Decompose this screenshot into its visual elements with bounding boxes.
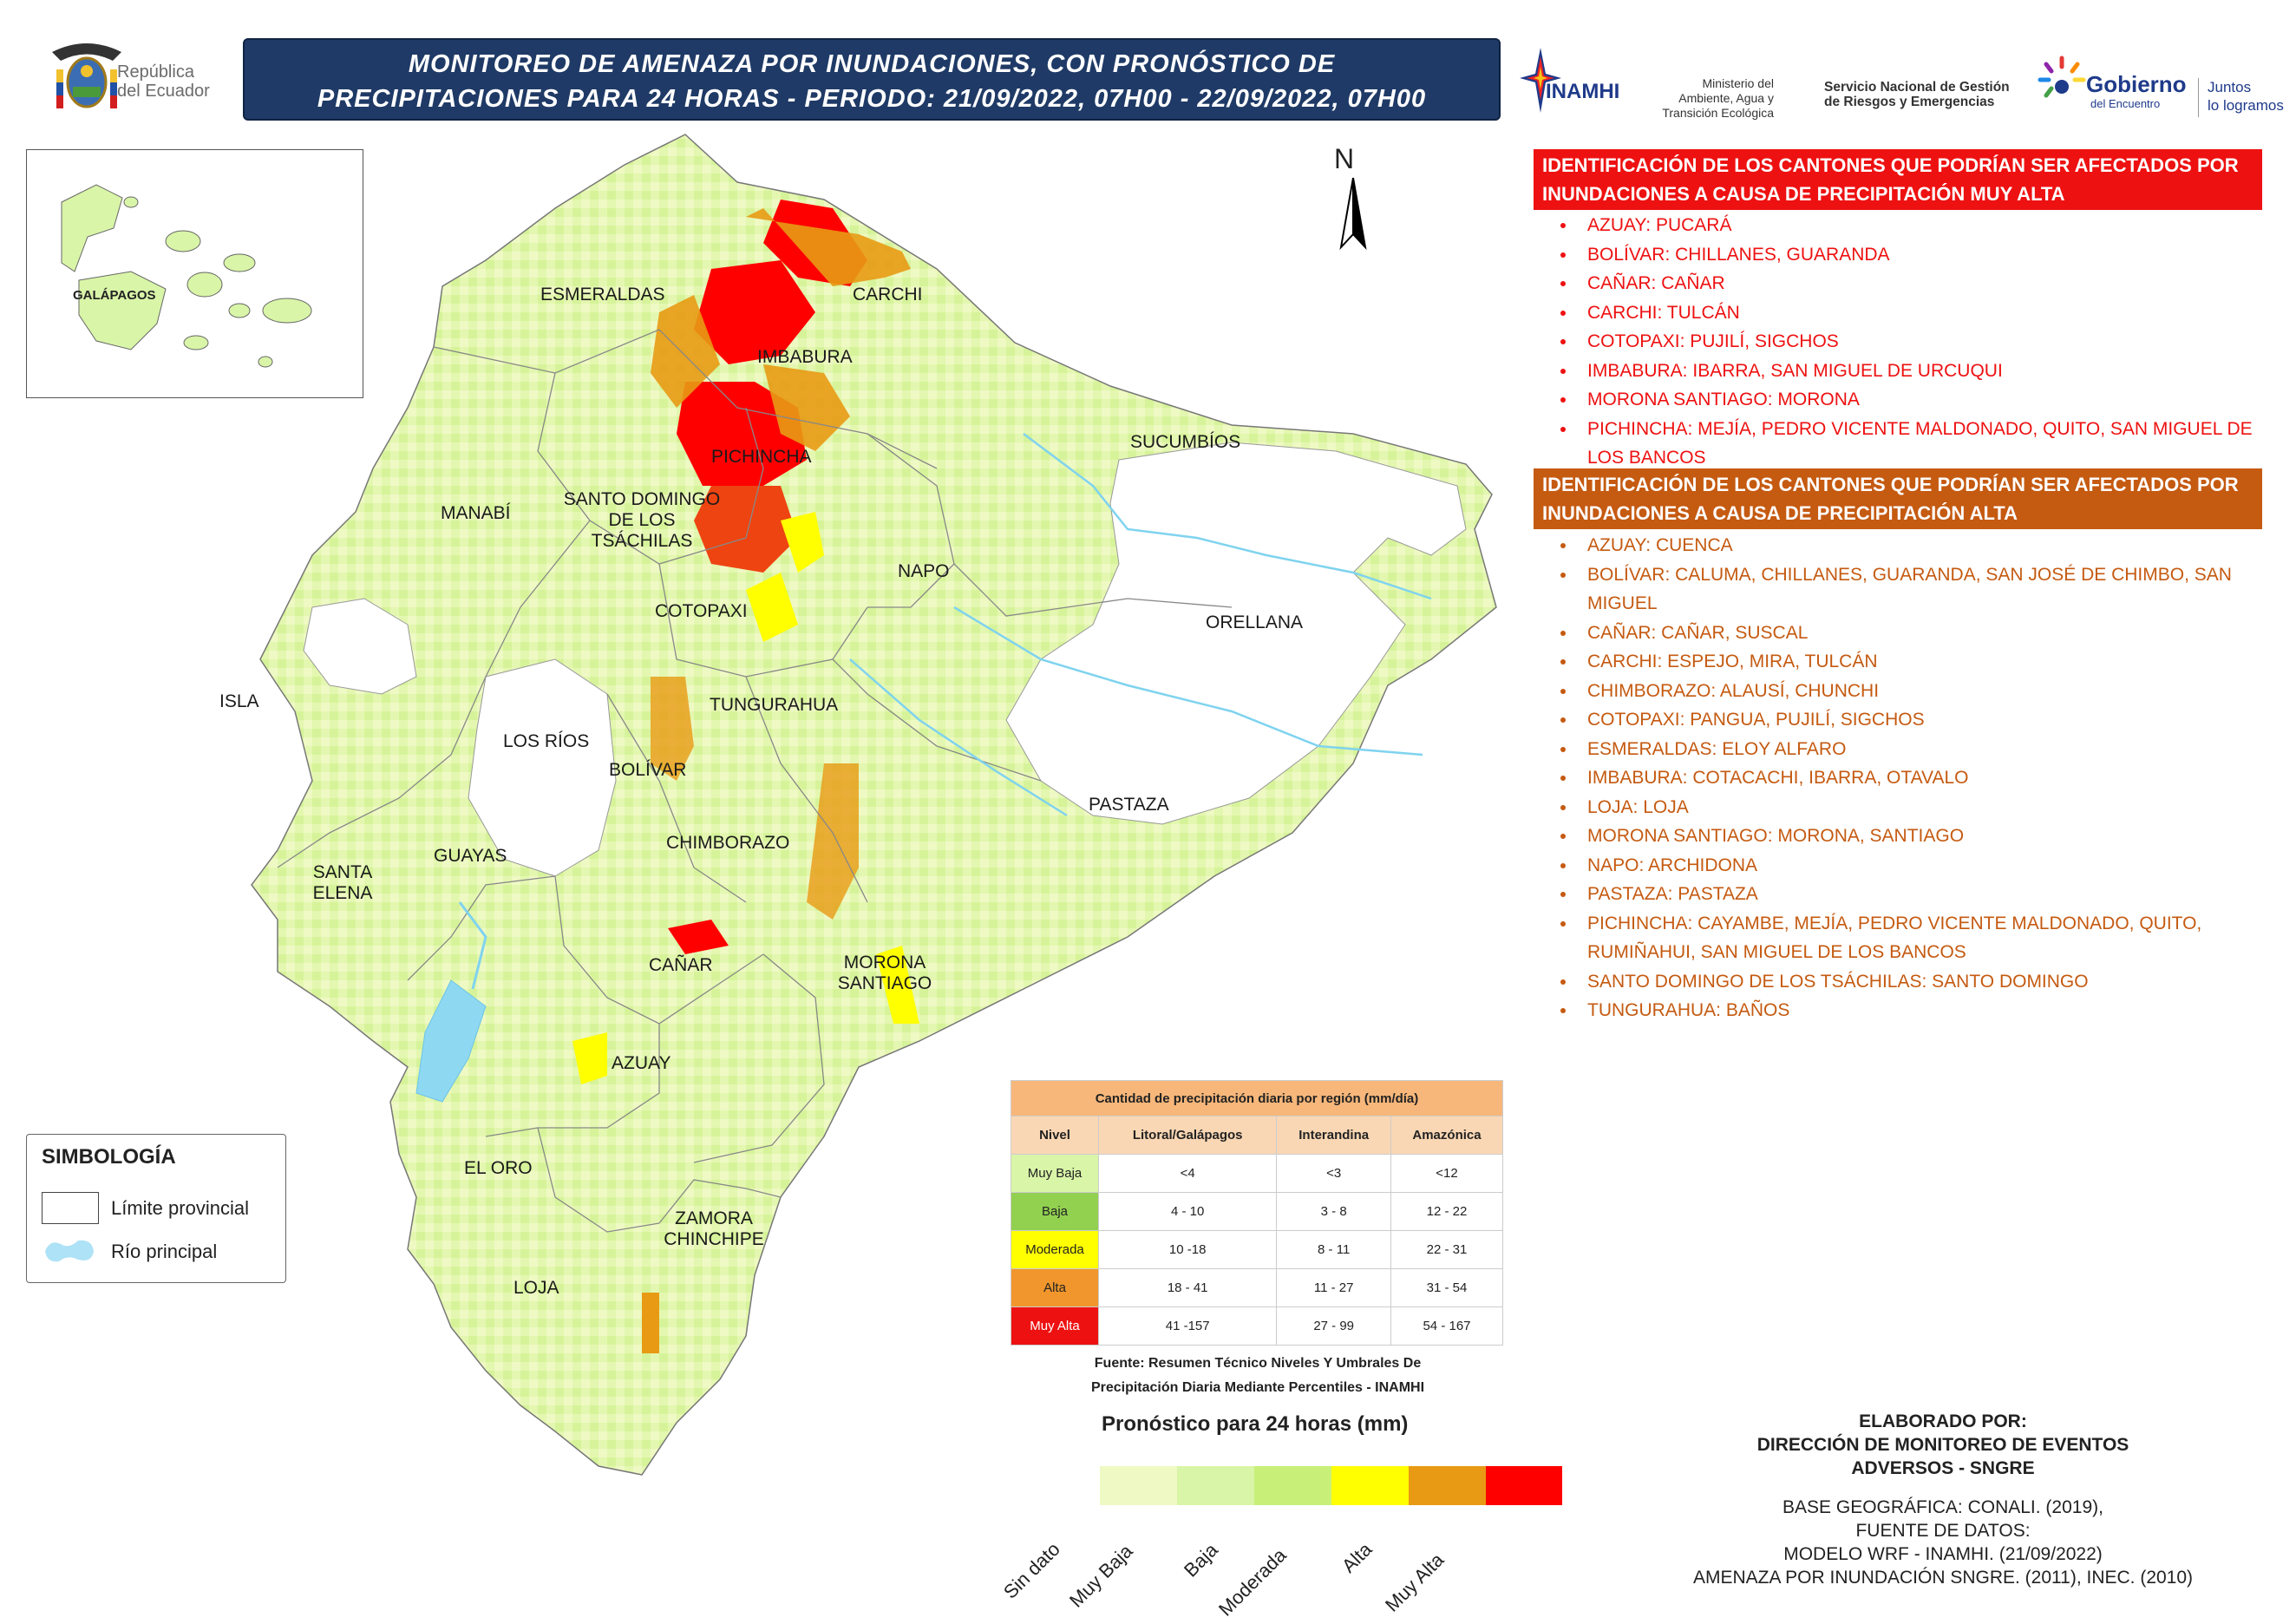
list-item: • CAÑAR: CAÑAR [1577, 269, 2288, 298]
province-label-imbabura: IMBABURA [757, 347, 853, 367]
legend-label-limite: Límite provincial [111, 1197, 249, 1219]
inset-label-galapagos: GALÁPAGOS [73, 288, 156, 303]
province-label-santo-domingo: SANTO DOMINGO DE LOS TSÁCHILAS [563, 489, 721, 551]
table-cell: <4 [1099, 1155, 1277, 1193]
level-cell: Alta [1011, 1269, 1099, 1307]
threshold-col-amazonica: Amazónica [1391, 1116, 1503, 1155]
republica-label: República del Ecuador [117, 62, 210, 101]
threshold-table-title: Cantidad de precipitación diaria por región (mm/día) [1011, 1081, 1503, 1116]
scale-swatch-sin-dato [1100, 1466, 1177, 1505]
scale-label-muy-alta: Muy Alta [1381, 1549, 1449, 1616]
list-item: • PICHINCHA: MEJÍA, PEDRO VICENTE MALDONADO, QUITO, SAN MIGUEL DE LOS BANCOS [1577, 415, 2288, 473]
province-label-guayas: GUAYAS [434, 846, 507, 866]
scale-label-alta: Alta [1338, 1538, 1377, 1577]
legend-title: SIMBOLOGÍA [42, 1145, 176, 1169]
list-item: • BOLÍVAR: CALUMA, CHILLANES, GUARANDA, SAN JOSÉ DE CHIMBO, SAN MIGUEL [1577, 560, 2288, 619]
list-item: • PICHINCHA: CAYAMBE, MEJÍA, PEDRO VICENTE MALDONADO, QUITO, RUMIÑAHUI, SAN MIGUEL DE LOS BANCOS [1577, 909, 2288, 967]
province-label-orellana: ORELLANA [1206, 612, 1304, 632]
province-label-zamora-chinchipe: ZAMORA CHINCHIPE [664, 1208, 764, 1249]
province-label-tungurahua: TUNGURAHUA [710, 695, 839, 715]
inamhi-logo-text: INAMHI [1546, 80, 1620, 103]
threshold-col-nivel: Nivel [1011, 1116, 1099, 1155]
province-label-azuay: AZUAY [612, 1053, 671, 1073]
table-row [1011, 1269, 1503, 1307]
alta-cantones-list [1553, 531, 2288, 1025]
province-label-cotopaxi: COTOPAXI [655, 601, 748, 621]
table-cell: 12 - 22 [1391, 1193, 1503, 1231]
province-label-santa-elena: SANTA ELENA [312, 862, 373, 903]
scale-label-sin-dato: Sin dato [999, 1537, 1064, 1603]
list-item: • PASTAZA: PASTAZA [1577, 880, 2288, 909]
threshold-col-interandina: Interandina [1277, 1116, 1391, 1155]
level-cell: Baja [1011, 1193, 1099, 1231]
province-label-el-oro: EL ORO [464, 1158, 533, 1178]
list-item: • AZUAY: PUCARÁ [1577, 211, 2288, 240]
list-item: • CAÑAR: CAÑAR, SUSCAL [1577, 619, 2288, 648]
title-line-1: MONITOREO DE AMENAZA POR INUNDACIONES, CON PRONÓSTICO DE [408, 50, 1336, 78]
table-row [1011, 1155, 1503, 1193]
gobierno-logo-text: Gobierno [2086, 71, 2187, 97]
province-label-morona-santiago: MORONA SANTIAGO [837, 953, 932, 993]
muy-alta-cantones-list [1553, 211, 2288, 473]
table-cell: 11 - 27 [1277, 1269, 1391, 1307]
list-item: • IMBABURA: COTACACHI, IBARRA, OTAVALO [1577, 763, 2288, 793]
table-cell: 10 -18 [1099, 1231, 1277, 1269]
gobierno-logo-icon [2036, 54, 2088, 106]
scale-swatch-muy-baja [1177, 1466, 1254, 1505]
list-item: • COTOPAXI: PANGUA, PUJILÍ, SIGCHOS [1577, 705, 2288, 735]
table-row [1011, 1307, 1503, 1346]
threshold-table-source: Fuente: Resumen Técnico Niveles Y Umbrales De Precipitación Diaria Mediante Percentiles - INAMHI [1090, 1356, 1425, 1395]
list-item: • MORONA SANTIAGO: MORONA [1577, 385, 2288, 415]
table-cell: <12 [1391, 1155, 1503, 1193]
province-label-isla: ISLA [219, 691, 259, 711]
province-label-napo: NAPO [898, 561, 950, 581]
legend-label-rio: Río principal [111, 1241, 218, 1262]
table-cell: 54 - 167 [1391, 1307, 1503, 1346]
list-item: • CHIMBORAZO: ALAUSÍ, CHUNCHI [1577, 677, 2288, 706]
table-cell: 31 - 54 [1391, 1269, 1503, 1307]
scale-label-muy-baja: Muy Baja [1065, 1540, 1137, 1612]
threshold-col-litoral: Litoral/Galápagos [1099, 1116, 1277, 1155]
scale-label-moderada: Moderada [1214, 1543, 1291, 1621]
table-cell: <3 [1277, 1155, 1391, 1193]
list-item: • TUNGURAHUA: BAÑOS [1577, 996, 2288, 1025]
table-cell: 27 - 99 [1277, 1307, 1391, 1346]
level-cell: Muy Baja [1011, 1155, 1099, 1193]
legend-swatch-rio-icon [42, 1235, 97, 1266]
province-label-los-rios: LOS RÍOS [503, 731, 590, 751]
level-cell: Moderada [1011, 1231, 1099, 1269]
legend-swatch-limite [42, 1192, 99, 1224]
scale-swatch-baja [1254, 1466, 1331, 1505]
province-label-pastaza: PASTAZA [1089, 795, 1169, 815]
scale-swatch-muy-alta [1486, 1466, 1562, 1505]
scale-swatch-alta [1409, 1466, 1486, 1505]
list-item: • ESMERALDAS: ELOY ALFARO [1577, 735, 2288, 764]
province-label-loja: LOJA [513, 1278, 559, 1298]
gobierno-logo-subtext: del Encuentro [2090, 97, 2161, 110]
list-item: • BOLÍVAR: CHILLANES, GUARANDA [1577, 240, 2288, 270]
list-item: • COTOPAXI: PUJILÍ, SIGCHOS [1577, 327, 2288, 357]
province-label-pichincha: PICHINCHA [711, 447, 812, 467]
galapagos-inset-map [26, 149, 363, 398]
map-title-banner [243, 38, 1501, 121]
province-label-canar: CAÑAR [649, 955, 713, 975]
scale-swatch-moderada [1331, 1466, 1409, 1505]
list-item: • AZUAY: CUENCA [1577, 531, 2288, 560]
precipitation-threshold-table [1011, 1080, 1503, 1346]
north-letter: N [1334, 143, 1355, 174]
table-row [1011, 1193, 1503, 1231]
table-cell: 4 - 10 [1099, 1193, 1277, 1231]
table-cell: 22 - 31 [1391, 1231, 1503, 1269]
province-label-chimborazo: CHIMBORAZO [666, 833, 790, 853]
list-item: • IMBABURA: IBARRA, SAN MIGUEL DE URCUQUI [1577, 357, 2288, 386]
table-cell: 18 - 41 [1099, 1269, 1277, 1307]
province-label-carchi: CARCHI [853, 285, 923, 304]
list-item: • MORONA SANTIAGO: MORONA, SANTIAGO [1577, 822, 2288, 851]
juntos-logo-text: Juntos lo logramos [2208, 79, 2284, 114]
list-item: • LOJA: LOJA [1577, 793, 2288, 822]
ministerio-logo: Ministerio del Ambiente, Agua y Transición Ecológica [1662, 76, 1774, 120]
table-row [1011, 1231, 1503, 1269]
list-item: • SANTO DOMINGO DE LOS TSÁCHILAS: SANTO DOMINGO [1577, 967, 2288, 997]
province-label-bolivar: BOLÍVAR [609, 760, 687, 780]
sngre-logo: Servicio Nacional de Gestión de Riesgos y Emergencias [1824, 80, 2010, 109]
level-cell: Muy Alta [1011, 1307, 1099, 1346]
list-item: • NAPO: ARCHIDONA [1577, 851, 2288, 881]
table-cell: 3 - 8 [1277, 1193, 1391, 1231]
alta-header: IDENTIFICACIÓN DE LOS CANTONES QUE PODRÍAN SER AFECTADOS POR INUNDACIONES A CAUSA DE PRECIPITACIÓN ALTA [1534, 468, 2262, 529]
forecast-scale-title: Pronóstico para 24 horas (mm) [1102, 1412, 1409, 1436]
table-cell: 41 -157 [1099, 1307, 1277, 1346]
list-item: • CARCHI: ESPEJO, MIRA, TULCÁN [1577, 647, 2288, 677]
credits-block: ELABORADO POR: DIRECCIÓN DE MONITOREO DE EVENTOS ADVERSOS - SNGRE BASE GEOGRÁFICA: CONALI. (2019), FUENTE DE DATOS: MODELO WRF - INAMHI. (21/09/2022) AMENAZA POR INUNDACIÓN SNGRE. (2011), INEC. (2010) [1692, 1411, 2194, 1588]
table-cell: 8 - 11 [1277, 1231, 1391, 1269]
scale-label-baja: Baja [1180, 1538, 1222, 1581]
list-item: • CARCHI: TULCÁN [1577, 298, 2288, 328]
province-label-sucumbios: SUCUMBÍOS [1130, 432, 1241, 452]
province-label-manabi: MANABÍ [441, 503, 511, 523]
province-label-esmeraldas: ESMERALDAS [540, 285, 665, 304]
title-line-2: PRECIPITACIONES PARA 24 HORAS - PERIODO: 21/09/2022, 07H00 - 22/09/2022, 07H00 [317, 85, 1427, 113]
muy-alta-header: IDENTIFICACIÓN DE LOS CANTONES QUE PODRÍAN SER AFECTADOS POR INUNDACIONES A CAUSA DE PRECIPITACIÓN MUY ALTA [1534, 149, 2262, 210]
